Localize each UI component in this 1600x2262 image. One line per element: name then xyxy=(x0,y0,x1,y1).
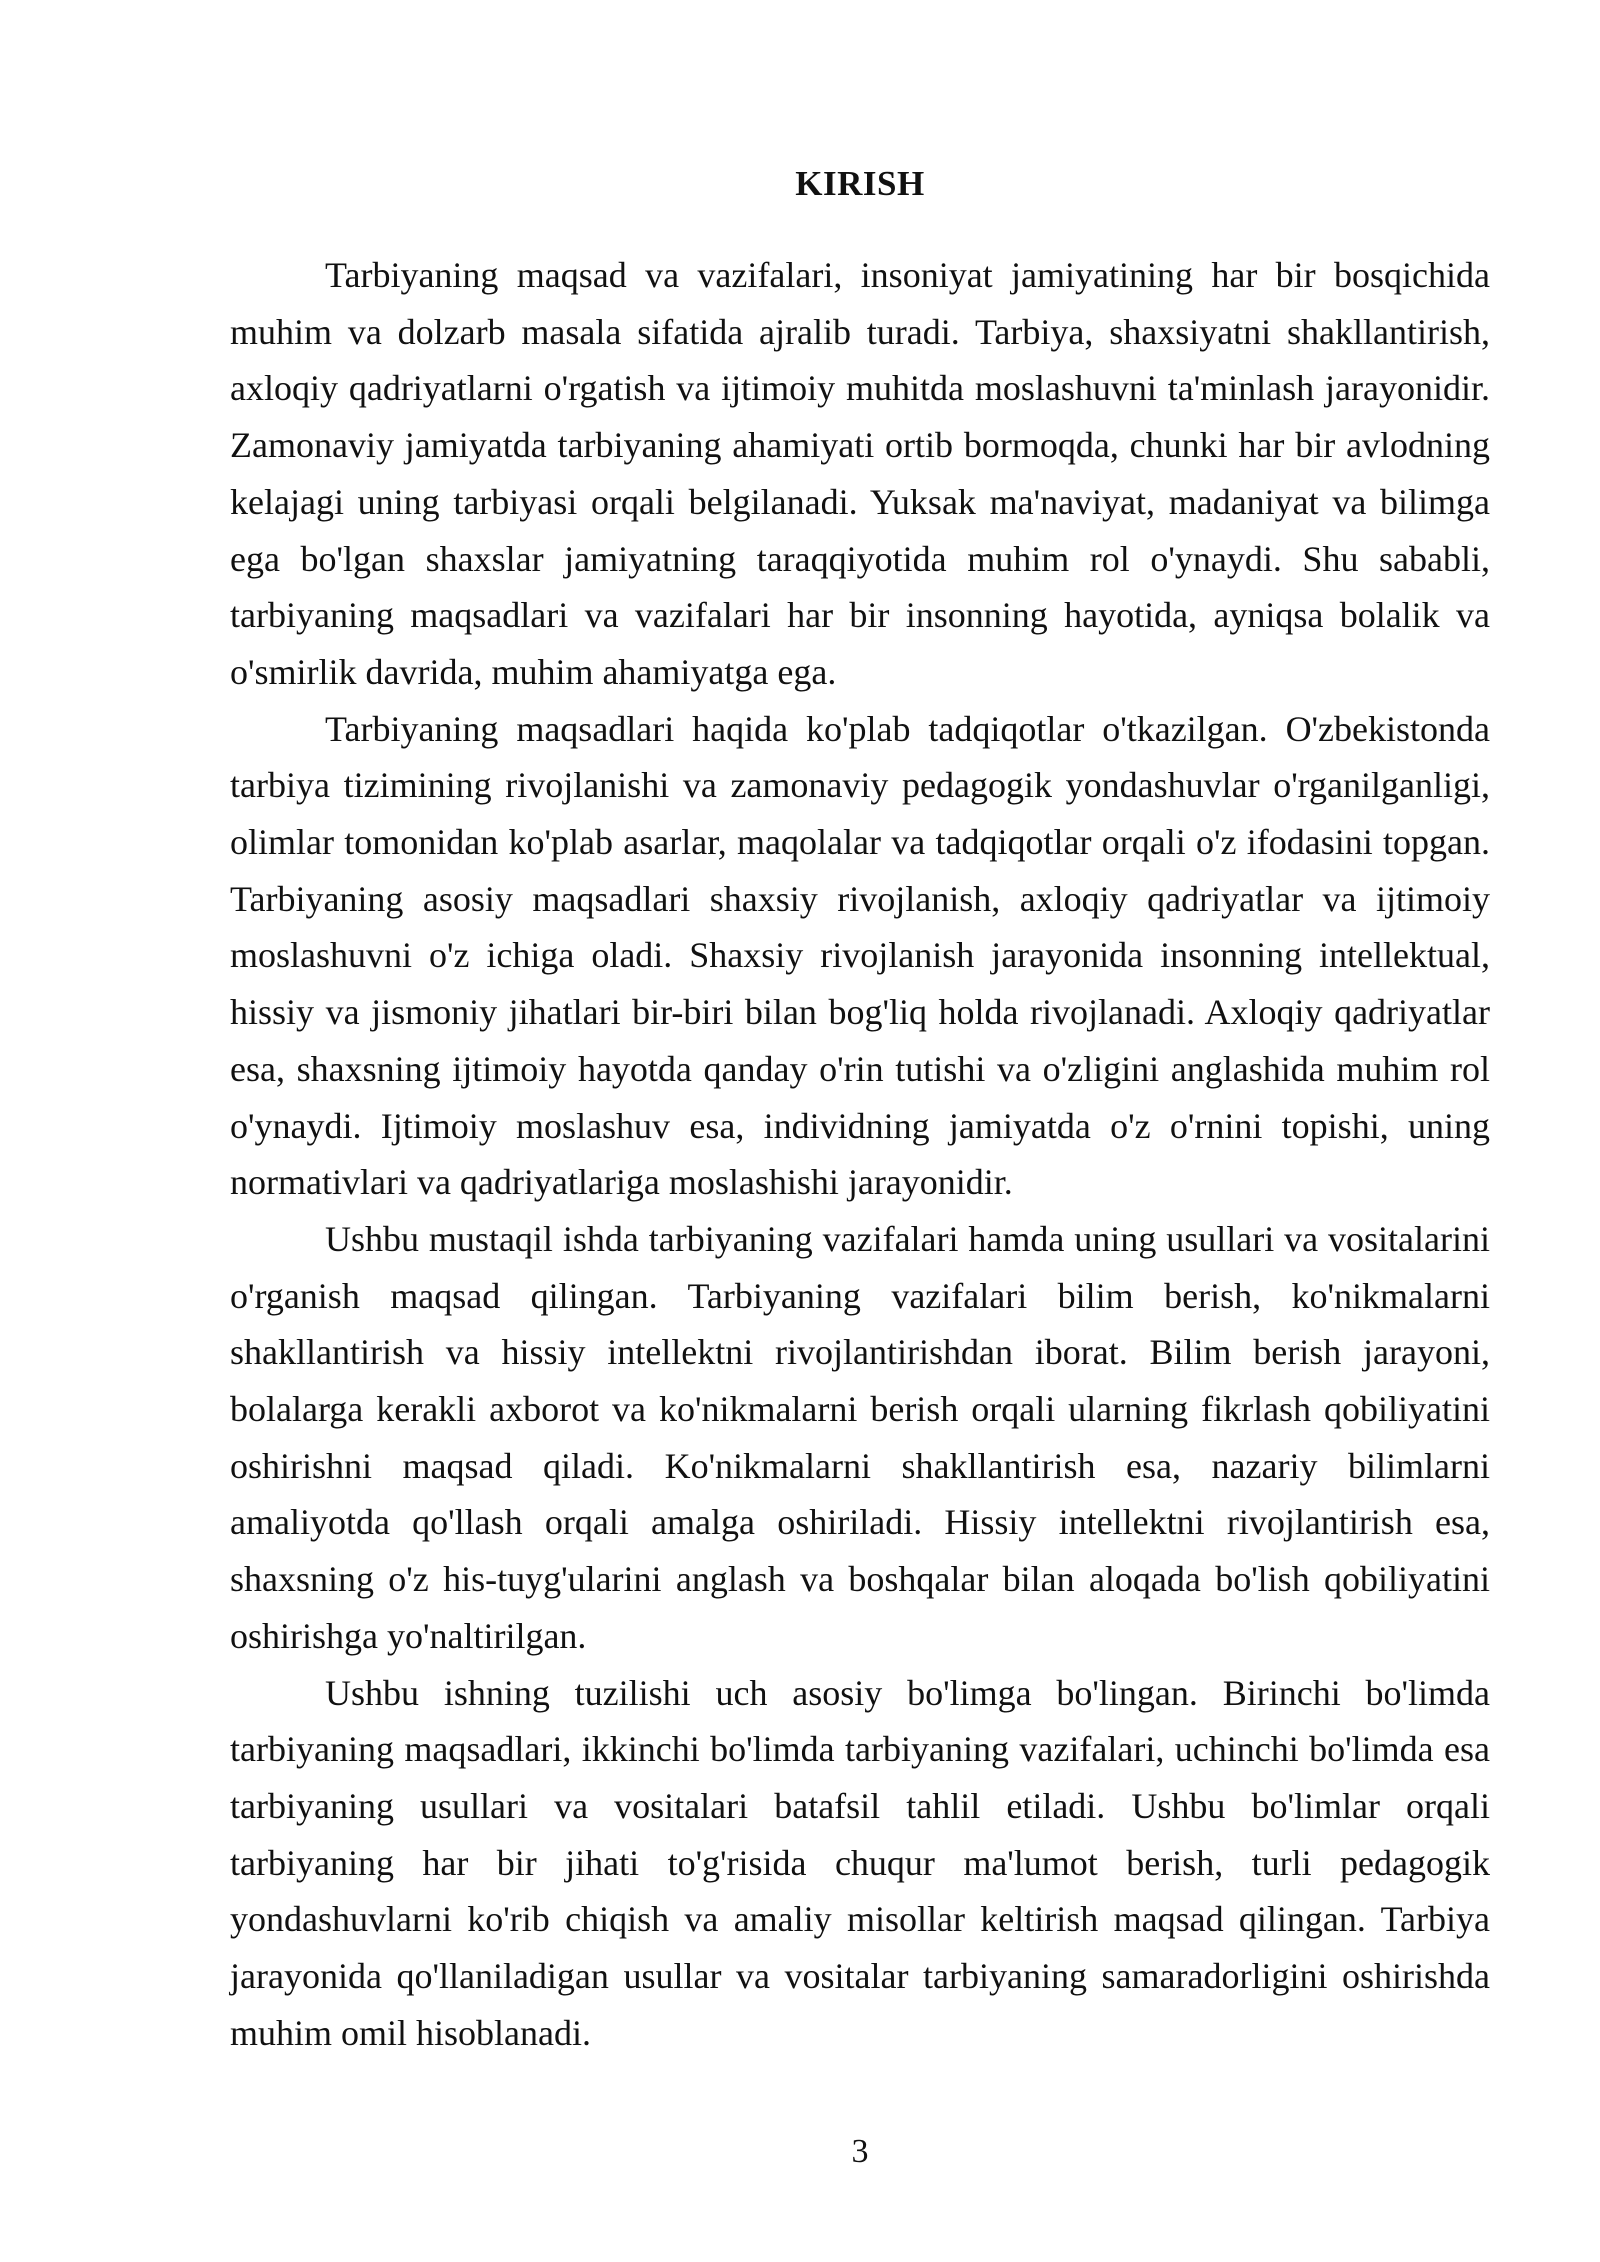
paragraph-3: Ushbu mustaqil ishda tarbiyaning vazifalari hamda uning usullari va vositalarini o'rganish maqsad qilingan. Tarbiyaning vazifalari bilim berish, ko'nikmalarni shakllantirish va hissiy intellektni rivojlantirishdan iborat. Bilim berish jarayoni, bolalarga kerakli axborot va ko'nikmalarni berish orqali ularning fikrlash qobiliyatini oshirishni maqsad qiladi. Ko'nikmalarni shakllantirish esa, nazariy bilimlarni amaliyotda qo'llash orqali amalga oshiriladi. Hissiy intellektni rivojlantirish esa, shaxsning o'z his-tuyg'ularini anglash va boshqalar bilan aloqada bo'lish qobiliyatini oshirishga yo'naltirilgan. xyxy=(230,1218,1490,1656)
paragraph-4: Ushbu ishning tuzilishi uch asosiy bo'limga bo'lingan. Birinchi bo'limda tarbiyaning maqsadlari, ikkinchi bo'limda tarbiyaning vazifalari, uchinchi bo'limda esa tarbiyaning usullari va vositalari batafsil tahlil etiladi. Ushbu bo'limlar orqali tarbiyaning har bir jihati to'g'risida chuqur ma'lumot berish, turli pedagogik yondashuvlarni ko'rib chiqish va amaliy misollar keltirish maqsad qilingan. Tarbiya jarayonida qo'llaniladigan usullar va vositalar tarbiyaning samaradorligini oshirishda muhim omil hisoblanadi. xyxy=(230,1672,1490,2053)
page-number: 3 xyxy=(851,2133,869,2170)
paragraph-2: Tarbiyaning maqsadlari haqida ko'plab tadqiqotlar o'tkazilgan. O'zbekistonda tarbiya tizimining rivojlanishi va zamonaviy pedagogik yondashuvlar o'rganilganligi, olimlar tomonidan ko'plab asarlar, maqolalar va tadqiqotlar orqali o'z ifodasini topgan. Tarbiyaning asosiy maqsadlari shaxsiy rivojlanish, axloqiy qadriyatlar va ijtimoiy moslashuvni o'z ichiga oladi. Shaxsiy rivojlanish jarayonida insonning intellektual, hissiy va jismoniy jihatlari bir-biri bilan bog'liq holda rivojlanadi. Axloqiy qadriyatlar esa, shaxsning ijtimoiy hayotda qanday o'rin tutishi va o'zligini anglashida muhim rol o'ynaydi. Ijtimoiy moslashuv esa, individning jamiyatda o'z o'rnini topishi, uning normativlari va qadriyatlariga moslashishi jarayonidir. xyxy=(230,708,1490,1203)
page-title: KIRISH xyxy=(795,164,925,203)
paragraph-1: Tarbiyaning maqsad va vazifalari, insoniyat jamiyatining har bir bosqichida muhim va dolzarb masala sifatida ajralib turadi. Tarbiya, shaxsiyatni shakllantirish, axloqiy qadriyatlarni o'rgatish va ijtimoiy muhitda moslashuvni ta'minlash jarayonidir. Zamonaviy jamiyatda tarbiyaning ahamiyati ortib bormoqda, chunki har bir avlodning kelajagi uning tarbiyasi orqali belgilanadi. Yuksak ma'naviyat, madaniyat va bilimga ega bo'lgan shaxslar jamiyatning taraqqiyotida muhim rol o'ynaydi. Shu sababli, tarbiyaning maqsadlari va vazifalari har bir insonning hayotida, ayniqsa bolalik va o'smirlik davrida, muhim ahamiyatga ega. xyxy=(230,255,1490,692)
body-text xyxy=(230,247,1490,2062)
